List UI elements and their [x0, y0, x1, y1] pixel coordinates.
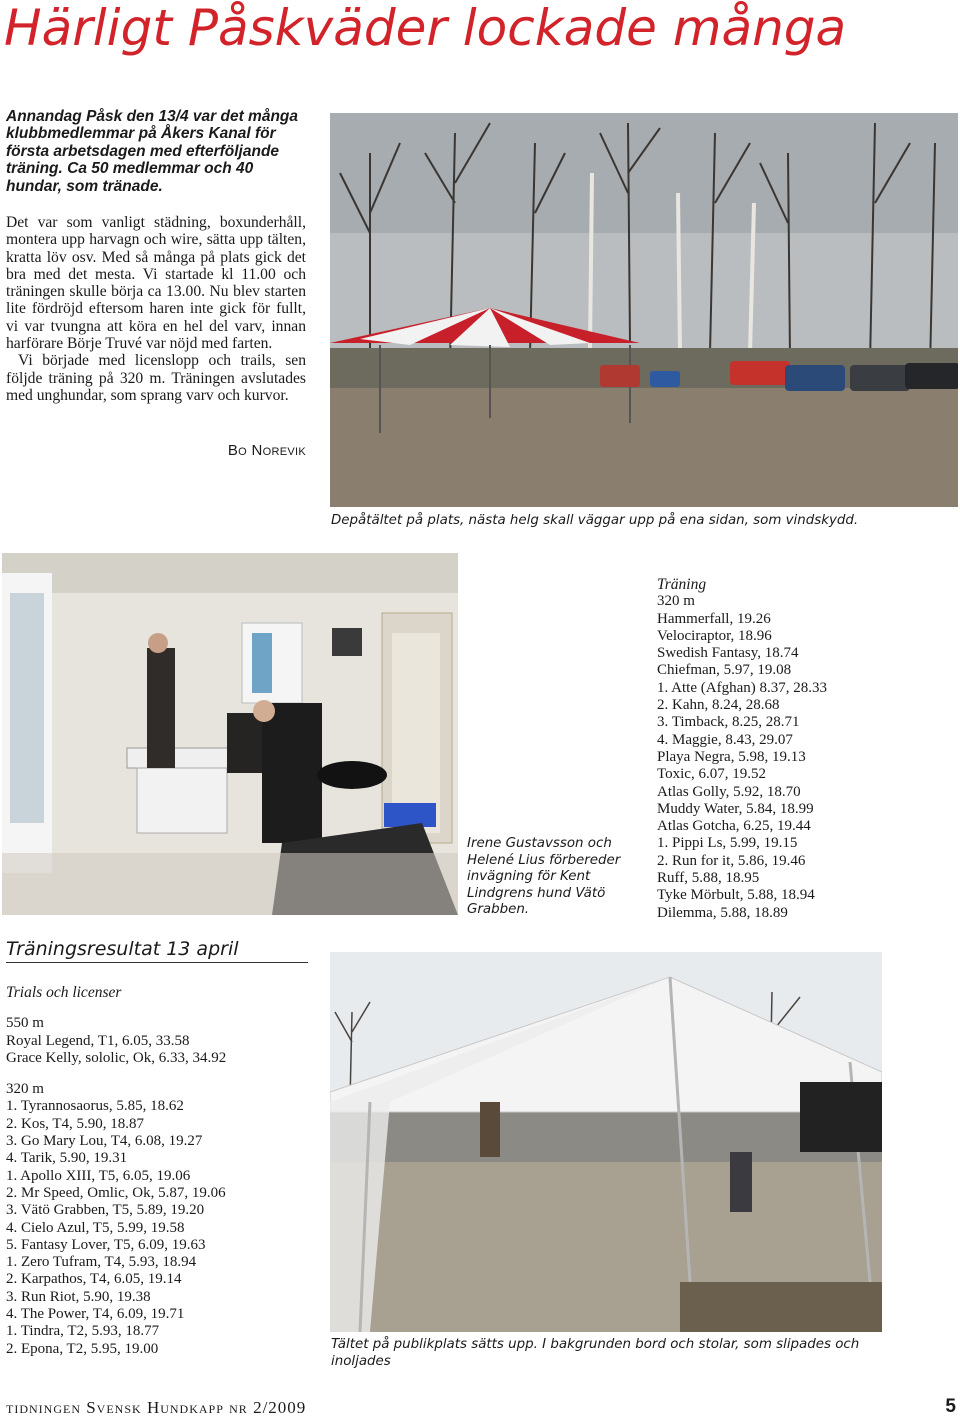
list-item: Ruff, 5.88, 18.95	[657, 870, 760, 887]
list-item: Grace Kelly, sololic, Ok, 6.33, 34.92	[6, 1049, 227, 1066]
list-item: Playa Negra, 5.98, 19.13	[657, 748, 806, 765]
list-item: 2. Karpathos, T4, 6.05, 19.14	[6, 1271, 182, 1288]
public-tent-photo	[330, 952, 882, 1332]
list-item: 4. The Power, T4, 6.09, 19.71	[6, 1306, 185, 1323]
list-item: Tyke Mörbult, 5.88, 18.94	[657, 887, 815, 904]
list-item: 1. Zero Tufram, T4, 5.93, 18.94	[6, 1254, 197, 1271]
page-number: 5	[945, 1396, 956, 1417]
list-item: 2. Run for it, 5.86, 19.46	[657, 852, 806, 869]
group-distance: 320 m	[6, 1081, 44, 1098]
list-item: Atlas Golly, 5.92, 18.70	[657, 783, 801, 800]
list-item: 1. Tyrannosaorus, 5.85, 18.62	[6, 1098, 184, 1115]
byline: Bo Norevik	[227, 442, 306, 459]
training-distance: 320 m	[657, 593, 695, 610]
list-item: 2. Epona, T2, 5.95, 19.00	[6, 1340, 159, 1357]
office-photo-caption: Irene Gustavsson och Helené Lius förbereder invägning för Kent Lindgrens hund Vätö Grabben.	[467, 836, 621, 918]
body-paragraph: Vi började med licenslopp och trails, sen följde träning på 320 m. Träningen avslutades med unghundar, som sprang varv och kurvor.	[6, 352, 306, 404]
list-item: 2. Kos, T4, 5.90, 18.87	[6, 1115, 145, 1132]
list-item: Muddy Water, 5.84, 18.99	[657, 800, 814, 817]
list-item: 1. Apollo XIII, T5, 6.05, 19.06	[6, 1167, 191, 1184]
group-distance: 550 m	[6, 1015, 44, 1032]
training-results	[657, 576, 957, 922]
list-item: 3. Run Riot, 5.90, 19.38	[6, 1288, 151, 1305]
list-item: 3. Vätö Grabben, T5, 5.89, 19.20	[6, 1202, 205, 1219]
list-item: Chiefman, 5.97, 19.08	[657, 662, 792, 679]
article-body	[6, 214, 306, 404]
office-photo	[2, 553, 458, 915]
lead-paragraph: Annandag Påsk den 13/4 var det många klubbmedlemmar på Åkers Kanal för första arbetsdagen med efterföljande träning. Ca 50 medlemmar och 40 hundar, som tränade.	[6, 108, 299, 195]
list-item: 1. Pippi Ls, 5.99, 19.15	[657, 835, 798, 852]
list-item: Royal Legend, T1, 6.05, 33.58	[6, 1032, 190, 1049]
list-item: Swedish Fantasy, 18.74	[657, 645, 799, 662]
list-item: Toxic, 6.07, 19.52	[657, 766, 766, 783]
list-item: 3. Go Mary Lou, T4, 6.08, 19.27	[6, 1133, 203, 1150]
list-item: Dilemma, 5.88, 18.89	[657, 904, 788, 921]
body-paragraph: Det var som vanligt städning, boxunderhåll, montera upp harvagn och wire, sätta upp tälten, kratta löv osv. Med så många på plats gick det bra med det mesta. Vi startade kl 11.00 och träningen skulle börja ca 13.00. Nu blev starten lite fördröjd eftersom haren inte gick för fullt, vi var tvungna att köra en hel del varv, innan harförare Börje Truvé var nöjd med farten.	[6, 214, 306, 353]
trials-results	[6, 984, 316, 1358]
list-item: 2. Kahn, 8.24, 28.68	[657, 697, 780, 714]
footer-publication: tidningen Svensk Hundkapp nr 2/2009	[6, 1398, 307, 1417]
public-tent-photo-caption: Tältet på publikplats sätts upp. I bakgrunden bord och stolar, som slipades och inoljades	[331, 1337, 860, 1369]
results-heading: Träningsresultat 13 april	[6, 938, 308, 963]
tent-photo	[330, 113, 958, 507]
list-item: 4. Tarik, 5.90, 19.31	[6, 1150, 128, 1167]
list-item: Velociraptor, 18.96	[657, 627, 772, 644]
list-item: 1. Atte (Afghan) 8.37, 28.33	[657, 679, 827, 696]
list-item: Atlas Gotcha, 6.25, 19.44	[657, 818, 811, 835]
list-item: 1. Tindra, T2, 5.93, 18.77	[6, 1323, 160, 1340]
list-item: 2. Mr Speed, Omlic, Ok, 5.87, 19.06	[6, 1184, 226, 1201]
headline: Härligt Påskväder lockade många	[4, 0, 847, 57]
tent-photo-caption: Depåtältet på plats, nästa helg skall väggar upp på ena sidan, som vindskydd.	[331, 513, 859, 528]
trials-heading: Trials och licenser	[6, 984, 122, 1001]
list-item: 5. Fantasy Lover, T5, 6.09, 19.63	[6, 1236, 206, 1253]
list-item: 4. Cielo Azul, T5, 5.99, 19.58	[6, 1219, 185, 1236]
list-item: Hammerfall, 19.26	[657, 610, 771, 627]
training-heading: Träning	[657, 576, 707, 593]
list-item: 4. Maggie, 8.43, 29.07	[657, 731, 793, 748]
list-item: 3. Timback, 8.25, 28.71	[657, 714, 800, 731]
